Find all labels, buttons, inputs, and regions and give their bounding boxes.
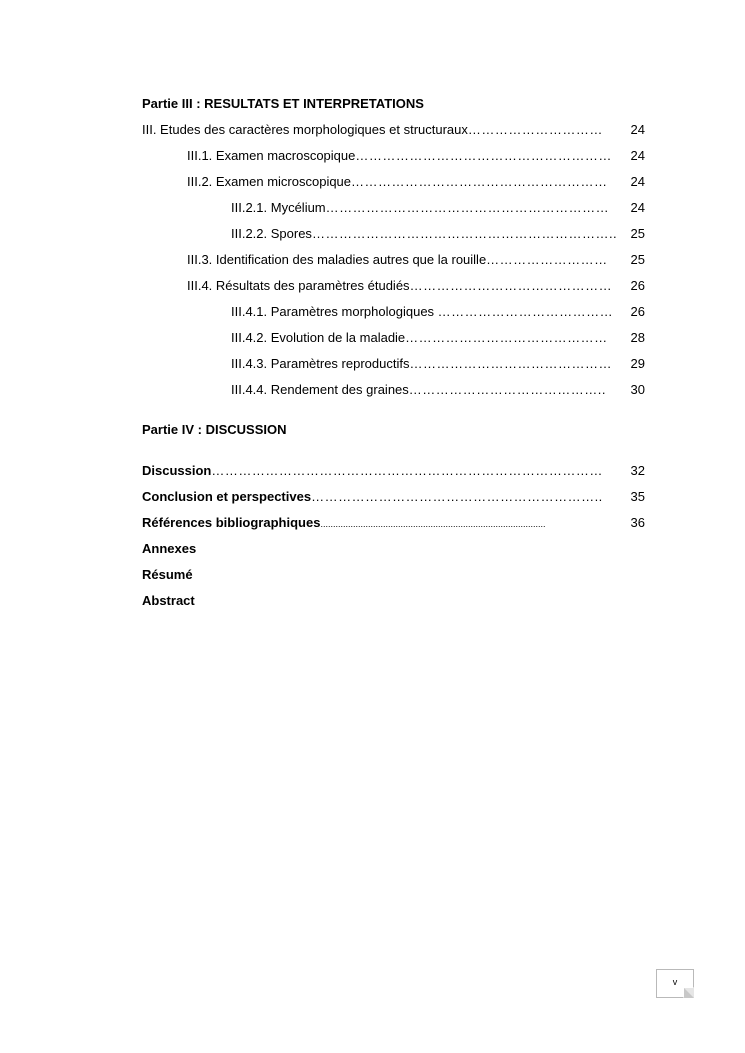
toc-entry-iii-4 xyxy=(187,278,645,294)
toc-label: III. Etudes des caractères morphologiques et structuraux xyxy=(142,122,468,137)
toc-leader: ……………………………………… xyxy=(409,278,613,293)
toc-entry-iii-1 xyxy=(187,148,645,164)
page-number-box xyxy=(656,969,694,998)
toc-entry-discussion xyxy=(142,463,645,479)
toc-leader: ………………………………………………… xyxy=(351,174,608,189)
toc-page-number: 28 xyxy=(630,330,645,345)
toc-page-number: 26 xyxy=(630,304,645,319)
toc-entry-iii-4-2 xyxy=(231,330,645,346)
page-fold-icon xyxy=(684,988,694,998)
toc-leader: ……………………………………………………… xyxy=(325,200,610,215)
toc-label: III.3. Identification des maladies autres que la rouille xyxy=(187,252,487,267)
toc-label: III.1. Examen macroscopique xyxy=(187,148,356,163)
toc-entry-conclusion xyxy=(142,489,645,505)
toc-entry-iii-2-2 xyxy=(231,226,645,242)
toc-page-number: 35 xyxy=(630,489,645,504)
toc-page-number: 25 xyxy=(630,252,645,267)
toc-label: III.4.2. Evolution de la maladie xyxy=(231,330,406,345)
toc-page-number: 24 xyxy=(630,174,645,189)
toc-page-number: 24 xyxy=(630,122,645,137)
toc-leader: ……………………………………… xyxy=(405,330,608,345)
toc-page-number: 32 xyxy=(630,463,645,478)
toc-entry-references xyxy=(142,515,645,532)
toc-entry-iii-2 xyxy=(187,174,645,190)
toc-leader: ………………………………… xyxy=(437,304,614,319)
toc-page-number: 26 xyxy=(630,278,645,293)
toc-page-number: 30 xyxy=(630,382,645,397)
toc-entry-iii-4-1 xyxy=(231,304,645,320)
toc-label: III.2.1. Mycélium xyxy=(231,200,326,215)
toc-entry-iii-4-4 xyxy=(231,382,645,398)
toc-label: Conclusion et perspectives xyxy=(142,489,312,504)
toc-label: III.2. Examen microscopique xyxy=(187,174,352,189)
toc-entry-annexes: Annexes xyxy=(142,541,197,556)
toc-label: III.4. Résultats des paramètres étudiés xyxy=(187,278,410,293)
toc-entry-abstract: Abstract xyxy=(142,593,195,608)
toc-entry-iii-2-1 xyxy=(231,200,645,216)
toc-label: Références bibliographiques xyxy=(142,515,321,530)
toc-leader: ……………………………………… xyxy=(409,356,612,371)
partie-iii-heading: Partie III : RESULTATS ET INTERPRETATIONS xyxy=(142,96,424,111)
toc-entry-iii-4-3 xyxy=(231,356,645,372)
toc-leader: ………………………… xyxy=(467,122,603,137)
toc-leader: ………………………………………………… xyxy=(355,148,612,163)
page-number: v xyxy=(672,977,678,987)
toc-page-number: 36 xyxy=(630,515,645,530)
toc-label: III.4.4. Rendement des graines xyxy=(231,382,409,397)
toc-entry-iii-3 xyxy=(187,252,645,268)
toc-entry-resume: Résumé xyxy=(142,567,193,582)
toc-page-number: 24 xyxy=(630,148,645,163)
toc-entry-iii xyxy=(142,122,645,138)
toc-label: Discussion xyxy=(142,463,212,478)
toc-leader: …………………………………………………………………………… xyxy=(211,463,603,478)
toc-page-number: 24 xyxy=(630,200,645,215)
toc-leader: ……………………………………………………….. xyxy=(311,489,603,504)
toc-leader: .......................................................................................... xyxy=(320,519,546,529)
toc-label: III.4.1. Paramètres morphologiques xyxy=(231,304,438,319)
toc-leader: …………………………………….. xyxy=(408,382,607,397)
toc-leader: ………………………………………………………….. xyxy=(311,226,618,241)
toc-label: III.4.3. Paramètres reproductifs xyxy=(231,356,410,371)
toc-page-number: 25 xyxy=(630,226,645,241)
toc-label: III.2.2. Spores xyxy=(231,226,312,241)
toc-page-number: 29 xyxy=(630,356,645,371)
partie-iv-heading: Partie IV : DISCUSSION xyxy=(142,422,287,437)
toc-leader: ……………………… xyxy=(486,252,608,267)
